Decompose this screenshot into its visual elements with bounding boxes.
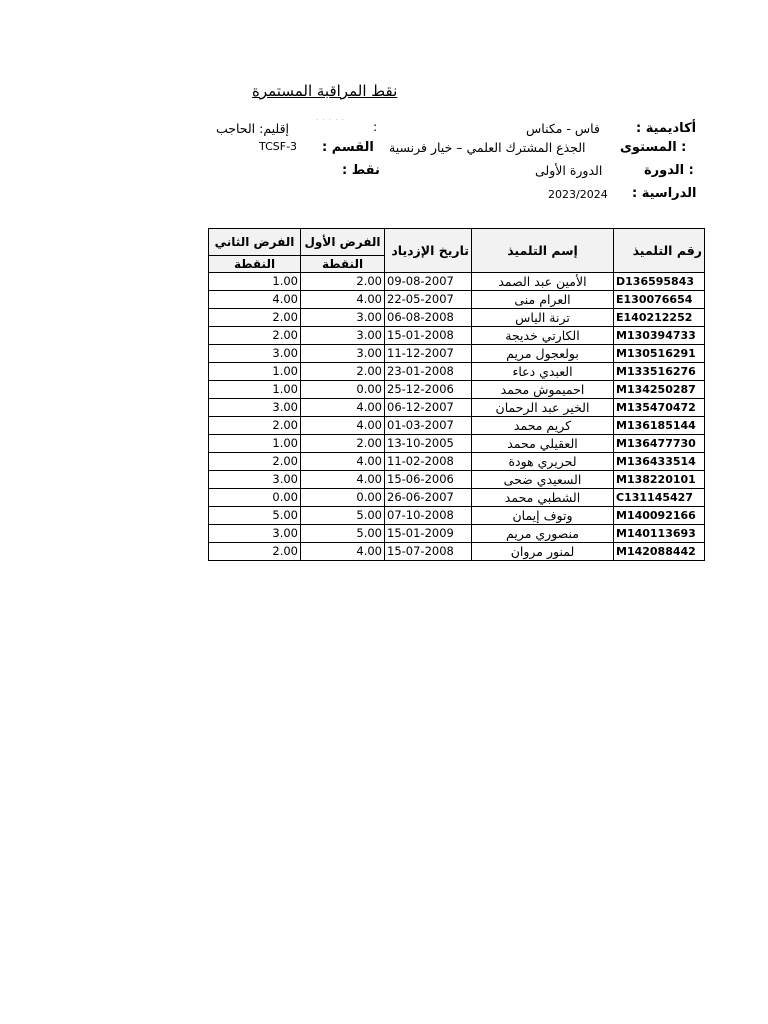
academy-value: فاس - مكناس: [526, 121, 600, 136]
score1-cell: 4.00: [301, 291, 385, 309]
table-row: [209, 453, 705, 471]
birth-date-cell: 15-01-2009: [385, 525, 472, 543]
student-name-cell: الخير عبد الرحمان: [472, 399, 614, 417]
session-value: الدورة الأولى: [535, 163, 603, 178]
birth-date-cell: 23-01-2008: [385, 363, 472, 381]
student-name-cell: العقيلي محمد: [472, 435, 614, 453]
faint-mark: · · · · ·: [316, 116, 346, 124]
score2-cell: 1.00: [209, 273, 301, 291]
student-name-cell: ترنة الياس: [472, 309, 614, 327]
score2-cell: 2.00: [209, 417, 301, 435]
birth-date-cell: 06-08-2008: [385, 309, 472, 327]
score1-cell: 4.00: [301, 471, 385, 489]
student-id-cell: E140212252: [614, 309, 705, 327]
table-row: [209, 273, 705, 291]
student-name-cell: العبدي دعاء: [472, 363, 614, 381]
header-grade1: النقطة: [301, 256, 385, 273]
score2-cell: 3.00: [209, 399, 301, 417]
score1-cell: 2.00: [301, 435, 385, 453]
score2-cell: 4.00: [209, 291, 301, 309]
student-name-cell: لحريري هودة: [472, 453, 614, 471]
score1-cell: 4.00: [301, 417, 385, 435]
birth-date-cell: 13-10-2005: [385, 435, 472, 453]
birth-date-cell: 07-10-2008: [385, 507, 472, 525]
student-id-cell: C131145427: [614, 489, 705, 507]
student-id-cell: M136433514: [614, 453, 705, 471]
table-row: [209, 399, 705, 417]
score2-cell: 3.00: [209, 345, 301, 363]
student-id-cell: D136595843: [614, 273, 705, 291]
score1-cell: 5.00: [301, 525, 385, 543]
year-label: الدراسية :: [632, 186, 697, 201]
table-row: [209, 471, 705, 489]
student-id-cell: M140092166: [614, 507, 705, 525]
table-row: [209, 345, 705, 363]
header-grade2: النقطة: [209, 256, 301, 273]
student-id-cell: M133516276: [614, 363, 705, 381]
birth-date-cell: 11-02-2008: [385, 453, 472, 471]
grades-table: [208, 228, 705, 561]
birth-date-cell: 11-12-2007: [385, 345, 472, 363]
student-name-cell: الأمين عبد الصمد: [472, 273, 614, 291]
table-row: [209, 543, 705, 561]
table-row: [209, 417, 705, 435]
student-name-cell: وتوف إيمان: [472, 507, 614, 525]
birth-date-cell: 01-03-2007: [385, 417, 472, 435]
birth-date-cell: 15-06-2006: [385, 471, 472, 489]
student-name-cell: احميموش محمد: [472, 381, 614, 399]
score2-cell: 3.00: [209, 525, 301, 543]
province-value: إقليم: الحاجب: [216, 121, 290, 136]
score1-cell: 2.00: [301, 273, 385, 291]
header-student-id: رقم التلميذ: [614, 229, 705, 273]
session-label: : الدورة: [644, 163, 694, 178]
header-exam1: الفرض الأول: [301, 229, 385, 256]
birth-date-cell: 25-12-2006: [385, 381, 472, 399]
birth-date-cell: 15-07-2008: [385, 543, 472, 561]
table-row: [209, 363, 705, 381]
score1-cell: 0.00: [301, 381, 385, 399]
student-name-cell: كريم محمد: [472, 417, 614, 435]
header-exam2: الفرض الثاني: [209, 229, 301, 256]
table-row: [209, 381, 705, 399]
student-id-cell: M130516291: [614, 345, 705, 363]
header-student-name: إسم التلميذ: [472, 229, 614, 273]
birth-date-cell: 15-01-2008: [385, 327, 472, 345]
student-name-cell: الشطبي محمد: [472, 489, 614, 507]
table-row: [209, 525, 705, 543]
score1-cell: 3.00: [301, 345, 385, 363]
page-title: نقط المراقبة المستمرة: [252, 82, 398, 100]
school-colon: :: [373, 119, 378, 134]
grades-body: [209, 273, 705, 561]
score1-cell: 0.00: [301, 489, 385, 507]
student-id-cell: E130076654: [614, 291, 705, 309]
score2-cell: 1.00: [209, 381, 301, 399]
score1-cell: 4.00: [301, 399, 385, 417]
table-row: [209, 435, 705, 453]
student-id-cell: M134250287: [614, 381, 705, 399]
student-id-cell: M138220101: [614, 471, 705, 489]
score1-cell: 4.00: [301, 543, 385, 561]
table-row: [209, 507, 705, 525]
header-birth-date: تاريخ الإزدياد: [385, 229, 472, 273]
student-name-cell: السعيدي ضحى: [472, 471, 614, 489]
score1-cell: 3.00: [301, 327, 385, 345]
academy-label: أكاديمية :: [636, 121, 697, 136]
student-id-cell: M135470472: [614, 399, 705, 417]
class-label: القسم :: [322, 140, 374, 155]
table-row: [209, 327, 705, 345]
student-name-cell: بولعجول مريم: [472, 345, 614, 363]
score2-cell: 2.00: [209, 543, 301, 561]
table-row: [209, 489, 705, 507]
student-id-cell: M142088442: [614, 543, 705, 561]
student-name-cell: الكارتي خديجة: [472, 327, 614, 345]
birth-date-cell: 22-05-2007: [385, 291, 472, 309]
student-id-cell: M130394733: [614, 327, 705, 345]
year-value: 2023/2024: [548, 188, 608, 201]
score2-cell: 3.00: [209, 471, 301, 489]
class-value: TCSF-3: [259, 140, 298, 153]
table-row: [209, 309, 705, 327]
level-label: : المستوى: [620, 140, 687, 155]
birth-date-cell: 09-08-2007: [385, 273, 472, 291]
birth-date-cell: 06-12-2007: [385, 399, 472, 417]
score1-cell: 4.00: [301, 453, 385, 471]
score2-cell: 2.00: [209, 309, 301, 327]
score2-cell: 2.00: [209, 327, 301, 345]
table-row: [209, 291, 705, 309]
score2-cell: 1.00: [209, 435, 301, 453]
student-name-cell: لمنور مروان: [472, 543, 614, 561]
score2-cell: 5.00: [209, 507, 301, 525]
student-id-cell: M136477730: [614, 435, 705, 453]
score1-cell: 2.00: [301, 363, 385, 381]
student-id-cell: M140113693: [614, 525, 705, 543]
score1-cell: 5.00: [301, 507, 385, 525]
score2-cell: 0.00: [209, 489, 301, 507]
student-id-cell: M136185144: [614, 417, 705, 435]
score2-cell: 2.00: [209, 453, 301, 471]
student-name-cell: العرام منى: [472, 291, 614, 309]
subject-label: نقط :: [342, 163, 380, 178]
student-name-cell: منصوري مريم: [472, 525, 614, 543]
score2-cell: 1.00: [209, 363, 301, 381]
level-value: الجذع المشترك العلمي – خيار فرنسية: [389, 140, 586, 155]
score1-cell: 3.00: [301, 309, 385, 327]
birth-date-cell: 26-06-2007: [385, 489, 472, 507]
